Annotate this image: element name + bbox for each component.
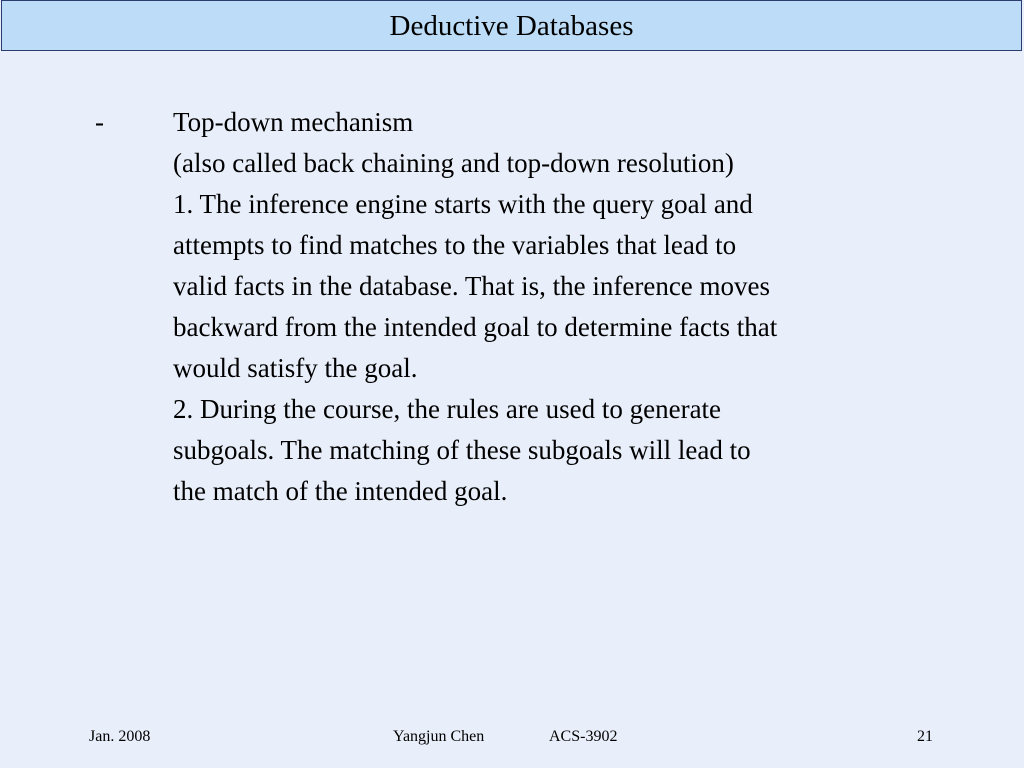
bullet-body: [173, 102, 963, 512]
footer-course: ACS-3902: [549, 728, 618, 745]
body-line: backward from the intended goal to determine facts that: [173, 312, 778, 342]
body-line: 1. The inference engine starts with the query goal and: [173, 189, 753, 219]
body-line: (also called back chaining and top-down resolution): [173, 148, 734, 178]
title-bar: [1, 0, 1022, 51]
body-line: would satisfy the goal.: [173, 353, 418, 383]
footer-date: Jan. 2008: [89, 728, 151, 745]
bullet-marker: -: [95, 107, 104, 137]
body-line: subgoals. The matching of these subgoals will lead to: [173, 435, 751, 465]
body-line: Top-down mechanism: [173, 107, 414, 137]
slide-title: Deductive Databases: [389, 10, 634, 42]
body-line: the match of the intended goal.: [173, 476, 508, 506]
footer-page-number: 21: [917, 728, 933, 745]
footer-author: Yangjun Chen: [393, 728, 485, 745]
body-line: attempts to find matches to the variables that lead to: [173, 230, 737, 260]
body-line: 2. During the course, the rules are used to generate: [173, 394, 722, 424]
body-line: valid facts in the database. That is, the inference moves: [173, 271, 771, 301]
